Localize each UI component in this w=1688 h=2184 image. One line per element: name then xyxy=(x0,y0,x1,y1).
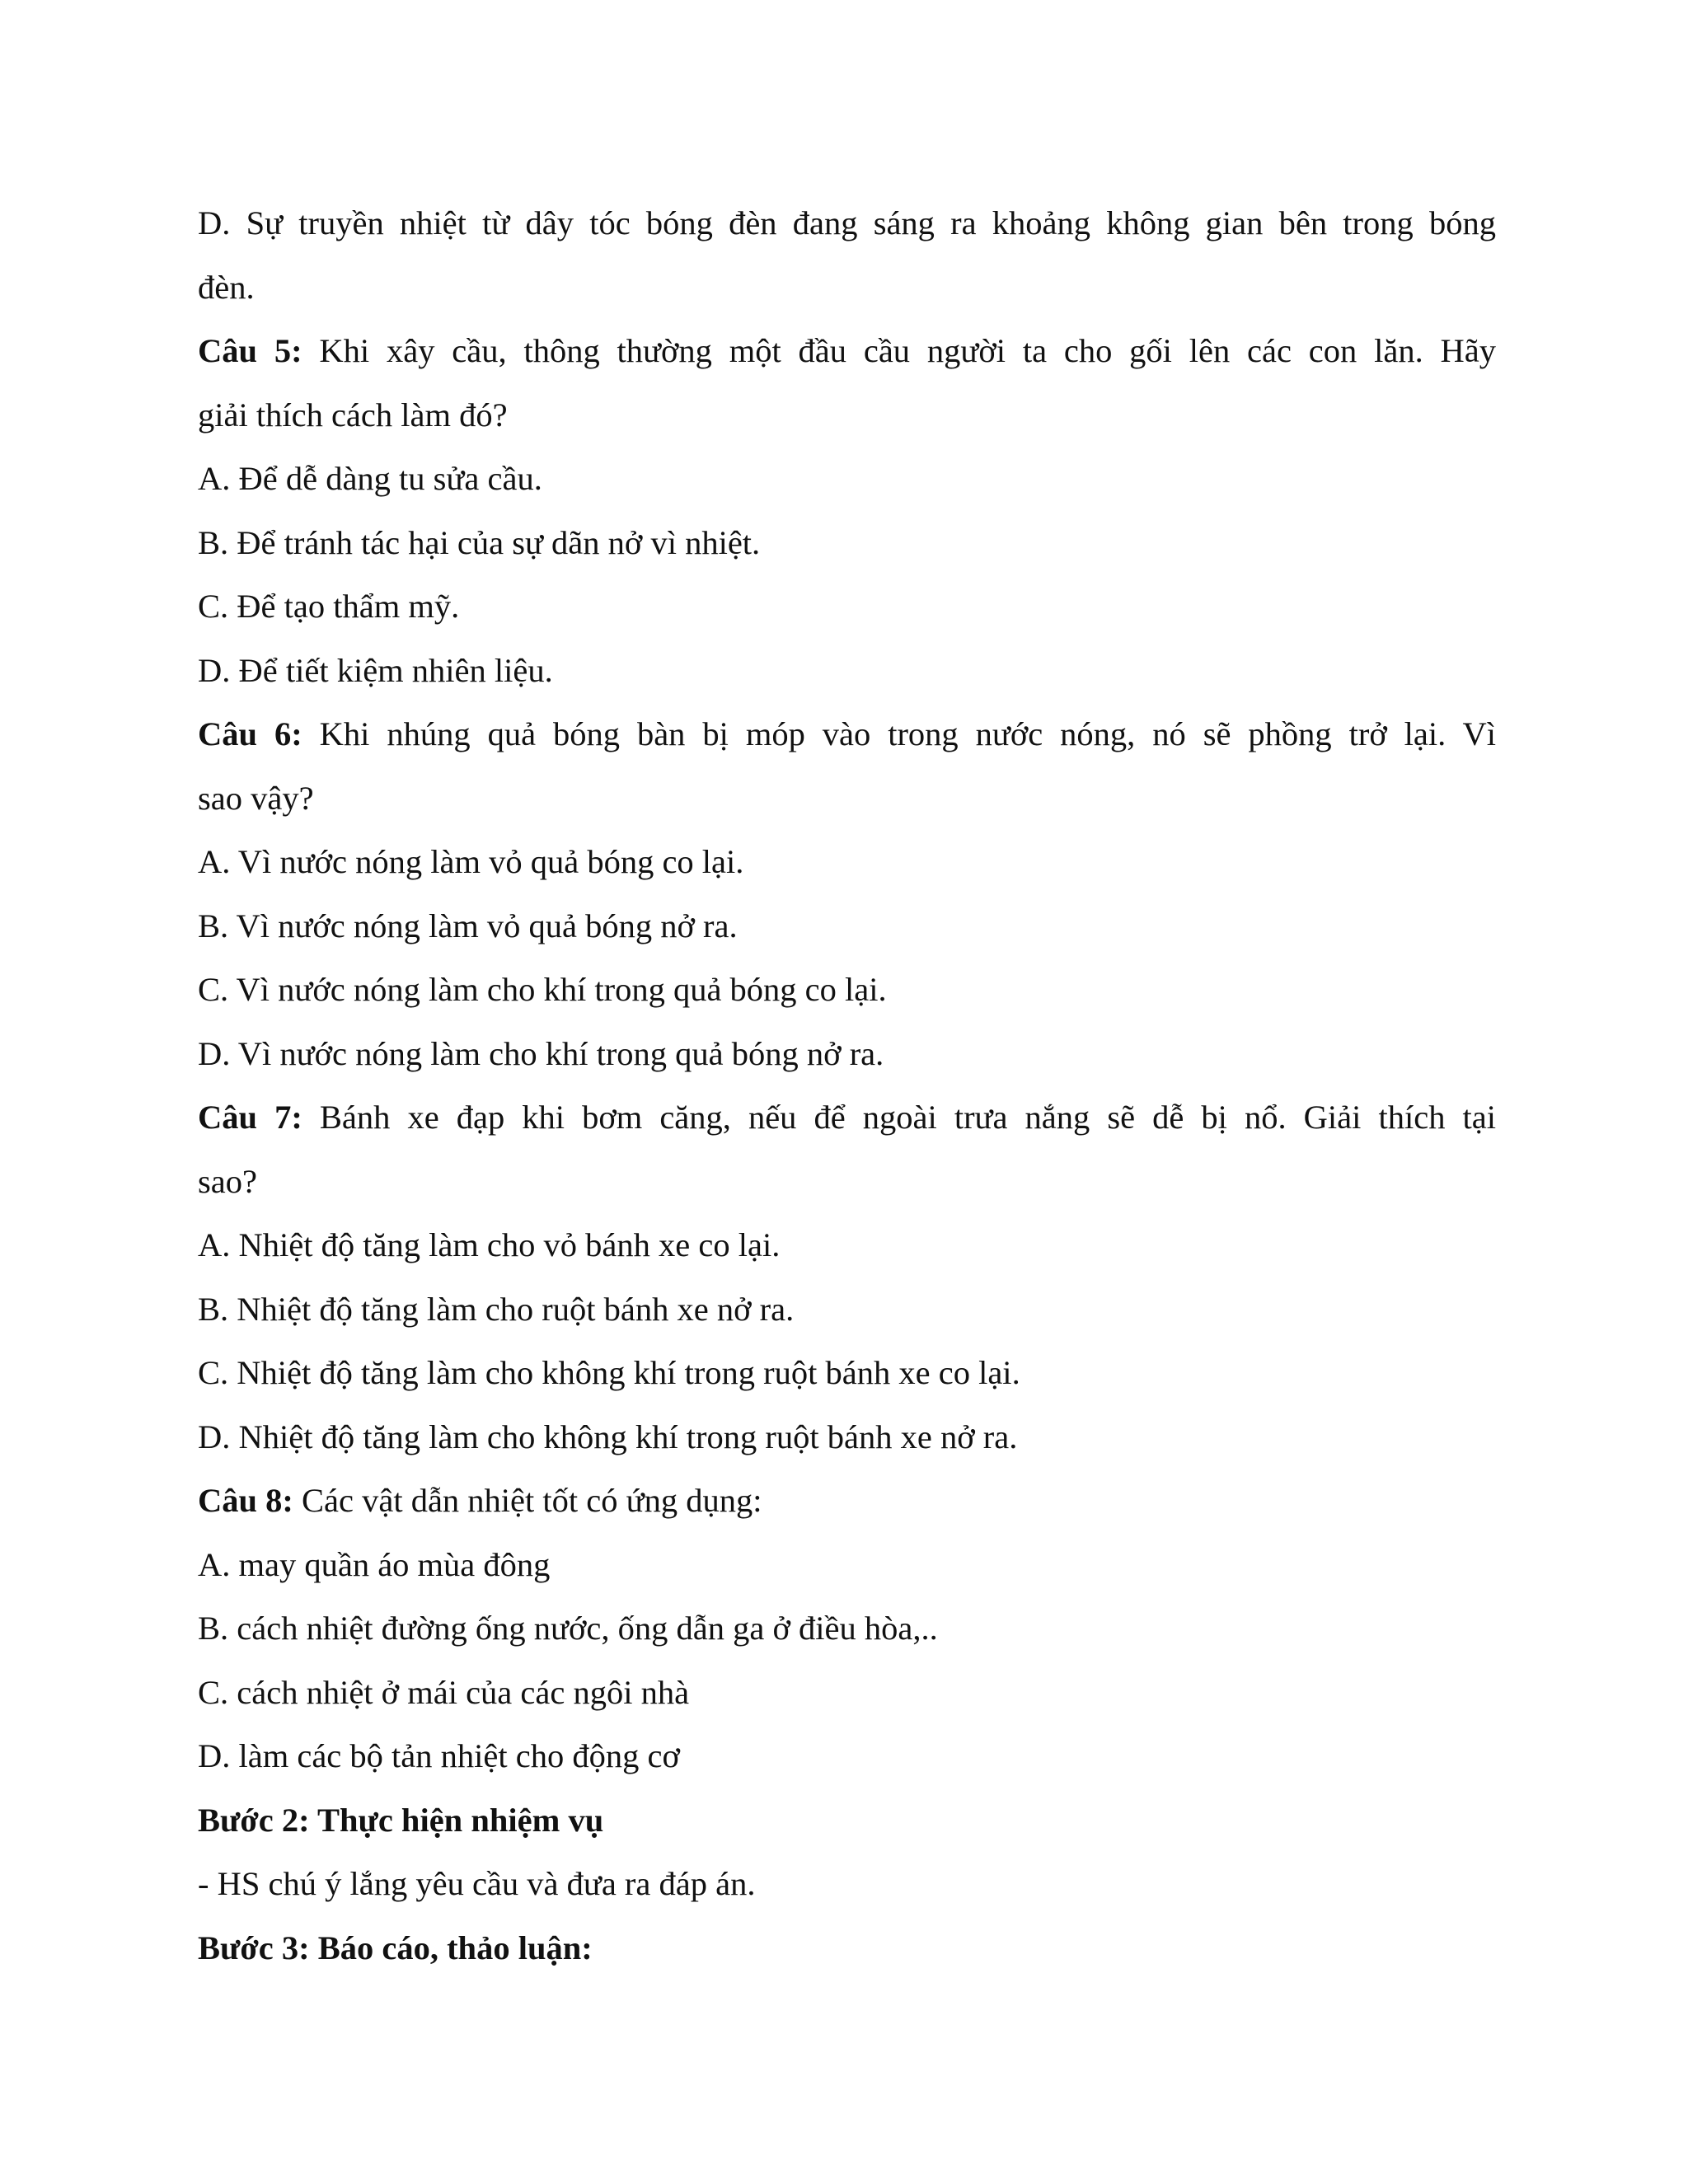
question-6-stem-line-2: sao vậy? xyxy=(198,779,314,817)
question-5-stem-line-2: giải thích cách làm đó? xyxy=(198,396,508,434)
question-8-option-d: D. làm các bộ tản nhiệt cho động cơ xyxy=(198,1737,680,1774)
question-6-option-b: B. Vì nước nóng làm vỏ quả bóng nở ra. xyxy=(198,907,738,944)
question-5-option-d: D. Để tiết kiệm nhiên liệu. xyxy=(198,651,553,689)
question-7-option-b: B. Nhiệt độ tăng làm cho ruột bánh xe nở ra. xyxy=(198,1290,795,1328)
question-5-stem-line-1 xyxy=(198,319,1496,383)
question-6-option-a: A. Vì nước nóng làm vỏ quả bóng co lại. xyxy=(198,843,744,880)
question-8-option-a: A. may quần áo mùa đông xyxy=(198,1545,551,1583)
question-5-option-a: A. Để dễ dàng tu sửa cầu. xyxy=(198,460,542,497)
question-7-option-a: A. Nhiệt độ tăng làm cho vỏ bánh xe co lại. xyxy=(198,1226,781,1263)
question-6-label: Câu 6: xyxy=(198,715,302,752)
question-6-option-d: D. Vì nước nóng làm cho khí trong quả bóng nở ra. xyxy=(198,1034,884,1072)
step-2-heading: Bước 2: Thực hiện nhiệm vụ xyxy=(198,1801,604,1839)
question-5-label: Câu 5: xyxy=(198,332,302,369)
question-7-label: Câu 7: xyxy=(198,1099,302,1136)
question-4-option-d-line-1: D. Sự truyền nhiệt từ dây tóc bóng đèn đang sáng ra khoảng không gian bên trong bóng xyxy=(198,204,1496,241)
question-8-text: Các vật dẫn nhiệt tốt có ứng dụng: xyxy=(293,1482,762,1519)
question-6-option-c: C. Vì nước nóng làm cho khí trong quả bóng co lại. xyxy=(198,971,887,1008)
question-4-option-d-line-2: đèn. xyxy=(198,268,255,306)
question-6-text: Khi nhúng quả bóng bàn bị móp vào trong nước nóng, nó sẽ phồng trở lại. Vì xyxy=(302,715,1497,752)
question-7-stem-line-1 xyxy=(198,1085,1496,1150)
question-5-option-b: B. Để tránh tác hại của sự dãn nở vì nhiệt. xyxy=(198,523,761,561)
step-3-heading: Bước 3: Báo cáo, thảo luận: xyxy=(198,1929,593,1966)
question-8-stem xyxy=(198,1469,1496,1533)
question-8-option-b: B. cách nhiệt đường ống nước, ống dẫn ga ở điều hòa,.. xyxy=(198,1610,938,1647)
question-5-option-c: C. Để tạo thẩm mỹ. xyxy=(198,588,460,625)
question-7-text: Bánh xe đạp khi bơm căng, nếu để ngoài trưa nắng sẽ dễ bị nổ. Giải thích tại xyxy=(302,1099,1496,1136)
question-8-label: Câu 8: xyxy=(198,1482,293,1519)
question-8-option-c: C. cách nhiệt ở mái của các ngôi nhà xyxy=(198,1673,690,1711)
question-6-stem-line-1 xyxy=(198,702,1496,766)
question-7-option-c: C. Nhiệt độ tăng làm cho không khí trong ruột bánh xe co lại. xyxy=(198,1354,1020,1391)
question-7-stem-line-2: sao? xyxy=(198,1162,257,1200)
step-2-text: - HS chú ý lắng yêu cầu và đưa ra đáp án. xyxy=(198,1865,756,1902)
question-7-option-d: D. Nhiệt độ tăng làm cho không khí trong ruột bánh xe nở ra. xyxy=(198,1418,1018,1455)
question-5-text: Khi xây cầu, thông thường một đầu cầu người ta cho gối lên các con lăn. Hãy xyxy=(302,332,1497,369)
document-page xyxy=(198,191,1496,1980)
